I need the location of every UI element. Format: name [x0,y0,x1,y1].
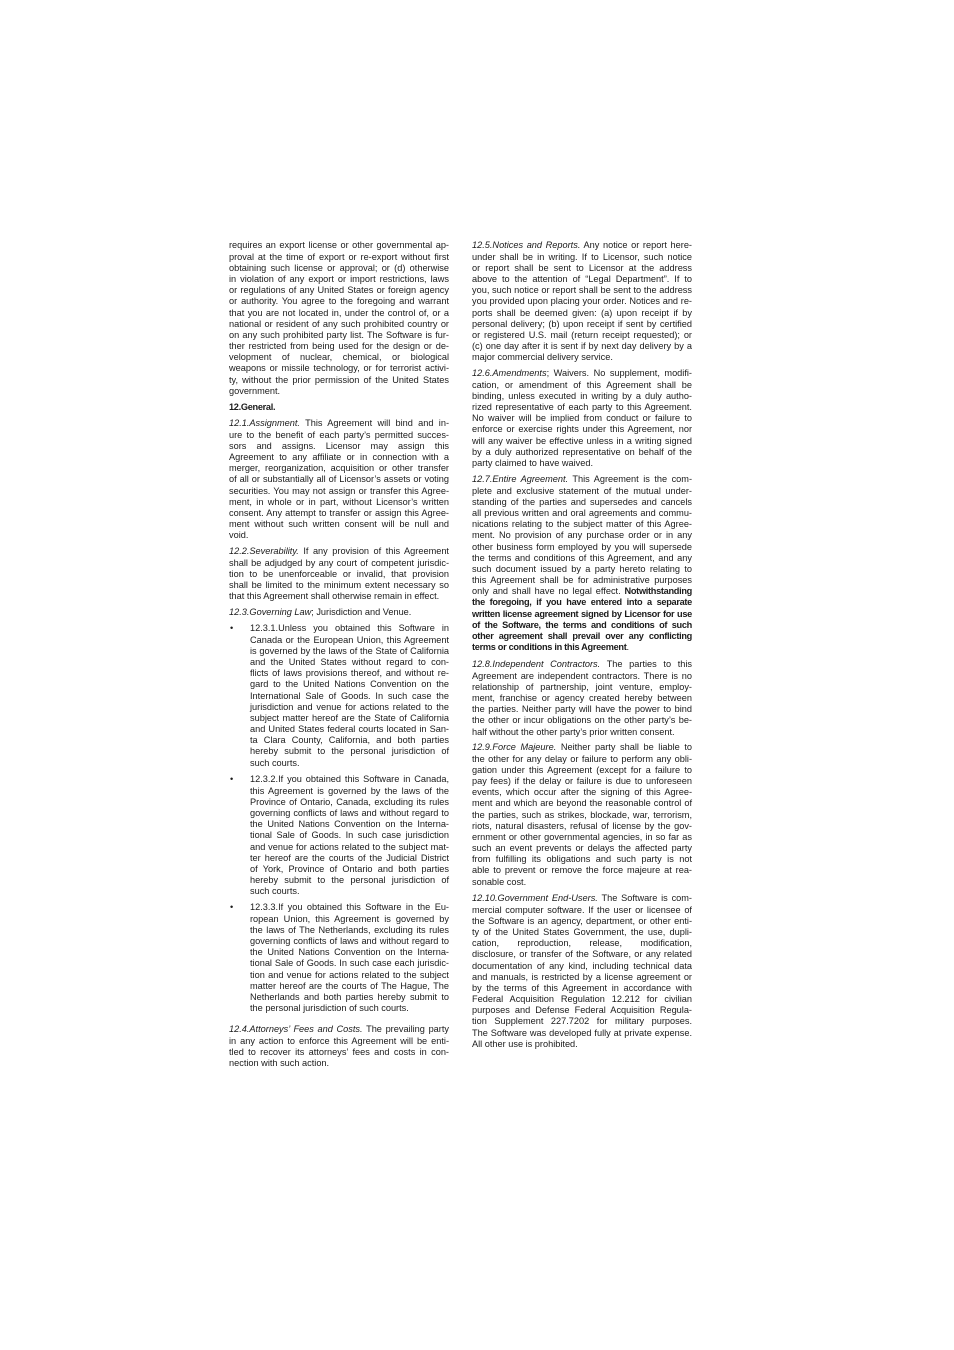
text-line [472,659,692,670]
clause-12-3-1-text [250,623,449,768]
text-line [229,607,449,618]
text-line: this Agreement shall be for administrative purposes [472,575,692,586]
text-line: in violation of any export or import restrictions, laws [229,273,449,284]
emphasis-text: terms or conditions in this Agreement [472,642,627,653]
emphasis-text: other agreement shall prevail over any conflicting [472,631,692,642]
text-line: other business form employed by you will supersede [472,541,692,552]
text-line: and manuals, is restricted by a license agreement or [472,971,692,982]
clause-title: 12.10.Government End-Users. [472,893,598,904]
text-line: from fulfilling its obligations and such party is not [472,854,692,865]
text-line: enforce or exercise rights under this Agreement, nor [472,424,692,435]
text-line [472,742,692,753]
text-line: 12.3.1.Unless you obtained this Software in [250,623,449,634]
text-line: rized representative of each party to this Agreement. [472,401,692,412]
text-line: all previous written and oral agreements and commu- [472,507,692,518]
text-line: ure to the benefit of each party’s permitted succes- [229,429,449,440]
text-line: by a duly authorized representative on behalf of the [472,446,692,457]
text-line: such courts. [250,757,300,768]
text-line: Agreement are independent contractors. There is no [472,670,692,681]
text-line: you provided upon placing your order. Notices and re- [472,296,692,307]
text-line: and United States federal courts located in San- [250,724,449,735]
text-line: securities. You may not assign or transfer this Agree- [229,485,449,496]
text-line: shall be limited to the minimum extent necessary so [229,579,449,590]
text-line: tled to recover its attorneys’ fees and costs in con- [229,1046,449,1057]
export-restrictions-paragraph [229,240,449,397]
text-line: the other or incur obligations on the other party’s be- [472,715,692,726]
text-line: the United Nations Convention on the Interna- [250,947,449,958]
text-segment: The Software is com- [597,893,692,904]
text-line: ta Clara County, California, and both parties [250,735,449,746]
text-line: obtaining such license or approval; or (d) otherwise [229,262,449,273]
text-line: ment and which are beyond the reasonable control of [472,798,692,809]
text-segment: If any provision of this Agreement [298,546,449,557]
text-segment: Neither party shall be liable to [556,742,692,753]
clause-12-3-3-text [250,902,449,1014]
text-line: of York, Province of Ontario and both parties [250,863,449,874]
emphasis-text: the foregoing, if you have entered into a separate [472,597,692,608]
text-line: hereby submit to the personal jurisdiction of [250,875,449,886]
clause-12-3-2-text [250,774,449,897]
text-segment: only and shall have no legal effect. [472,586,625,597]
clause-12-2-severability [229,546,449,602]
clause-title: 12.4.Attorneys’ Fees and Costs. [229,1024,363,1035]
text-line: ment without such written consent will be null and [229,519,449,530]
text-segment: This Agreement is the com- [568,474,693,485]
text-line: the Software is an agency, department, or other enti- [472,915,692,926]
text-line: ment, in whole or in part, without Licensor’s written [229,496,449,507]
text-segment: ; Waivers. No supplement, modifi- [546,368,692,379]
text-line: the United Nations Convention on the Interna- [250,819,449,830]
section-12-heading [229,402,449,413]
text-segment: Any notice or report here- [580,240,692,251]
clause-12-7-entire-agreement [472,474,692,653]
text-line: cation, or amendment of this Agreement shall be [472,379,692,390]
text-line: the parties, such as strikes, blockade, war, terrorism, [472,809,692,820]
text-line: ment, franchise or agency created hereby between [472,692,692,703]
clause-12-10-government-end-users [472,893,692,1050]
text-segment: The parties to this [600,659,692,670]
text-line: Province of Ontario, Canada, excluding its rules [250,796,449,807]
text-line: events, which occur after the signing of this Agree- [472,787,692,798]
clause-12-8-independent-contractors [472,659,692,737]
text-line [472,642,692,653]
text-line [472,368,692,379]
text-line: All other use is prohibited. [472,1038,578,1049]
text-line: jurisdiction and venue for actions related to the [250,701,449,712]
text-line: flicts of laws provisions thereof, and without re- [250,668,449,679]
text-line: shall be adjudged by any court of competent jurisdic- [229,557,449,568]
text-line: nection with such action. [229,1057,330,1068]
clause-title: 12.1.Assignment. [229,418,300,429]
text-line: major commercial delivery service. [472,352,613,363]
text-line: is governed by the laws of the State of California [250,645,449,656]
text-line: ty, without the prior permission of the United States [229,374,449,385]
text-line [472,620,692,631]
text-line: Agreement to any affiliate or in connection with a [229,451,449,462]
text-line: proval at the time of export or re-export without first [229,251,449,262]
clause-12-5-notices [472,240,692,363]
text-line: of all or substantially all of Licensor’s assets or voting [229,474,449,485]
text-line: No waiver will be implied from conduct or failure to [472,413,692,424]
text-line: able to prevent or remove the force majeure at rea- [472,865,692,876]
text-line: or authority. You agree to the foregoing and warrant [229,296,449,307]
text-line: you, such notice or report shall be sent to the address [472,285,692,296]
clause-12-3-governing-law [229,607,449,618]
text-line: government. [229,385,281,396]
text-segment: . [626,642,630,653]
text-segment: The prevailing party [362,1024,449,1035]
text-line: velopment of nuclear, chemical, or biological [229,352,449,363]
bullet-glyph: • [230,774,234,785]
clause-12-4-attorneys-fees [229,1024,449,1069]
clause-title: 12.7.Entire Agreement. [472,474,569,485]
text-line: sonable cost. [472,876,527,887]
text-line: and the United States without regard to con- [250,656,449,667]
text-line: documentation of any kind, including technical data [472,960,692,971]
text-line: International Sale of Goods. In such case the [250,690,449,701]
text-line: void. [229,530,249,541]
emphasis-text: of the Software, the terms and conditions of such [472,619,692,630]
text-line: plete and exclusive statement of the mutual under- [472,485,692,496]
text-line [229,418,449,429]
text-line: The Software was developed fully at private expense. [472,1027,692,1038]
text-line: the parties. Neither party will have the power to bind [472,704,692,715]
emphasis-text: Notwithstanding [624,586,692,597]
text-line: this Agreement is governed by the laws of the [250,785,449,796]
text-line: the personal jurisdiction of such courts. [250,1003,409,1014]
text-line [472,474,692,485]
text-segment: This Agreement will bind and in- [300,418,449,429]
text-line: 12.3.2.If you obtained this Software in Canada, [250,774,449,785]
emphasis-text: 12.General. [229,402,276,413]
text-line: on any such prohibited party list. The Software is fur- [229,329,449,340]
text-line: such document issued by a party hereto relating to [472,563,692,574]
text-line: tion and venue for actions related to the subject [250,969,449,980]
text-line: tion Supplement 227.7202 for military purposes. [472,1016,692,1027]
text-line: the terms and conditions of this Agreement, and any [472,552,692,563]
text-line: governing conflicts of laws and without regard to [250,807,449,818]
text-line: purposes and Defense Federal Acquisition Regula- [472,1005,692,1016]
text-line: in any action to enforce this Agreement will be enti- [229,1035,449,1046]
text-line: above to the attention of “Legal Department”. If to [472,273,692,284]
clause-title: 12.8.Independent Contractors. [472,659,601,670]
text-line [472,893,692,904]
clause-12-6-amendments [472,368,692,469]
text-line: the laws of The Netherlands, excluding its rules [250,924,449,935]
text-line: Netherlands and both parties hereby submit to [250,991,449,1002]
clause-title: 12.9.Force Majeure. [472,742,557,753]
text-line [472,609,692,620]
text-line: Canada or the European Union, this Agreement [250,634,449,645]
text-line: personal delivery; (b) upon receipt if sent by certified [472,318,692,329]
text-line: requires an export license or other governmental ap- [229,240,449,251]
text-line: by the terms of this Agreement in accordance with [472,982,692,993]
text-line: the other for any delay or failure to perform any obli- [472,753,692,764]
text-line: ment. No provision of any purchase order or in any [472,530,692,541]
emphasis-text: written license agreement signed by Licensor for use [472,608,692,619]
clause-title: 12.3.Governing Law [229,607,312,618]
text-line: ty of the United States Government, the use, dupli- [472,926,692,937]
text-line: 12.3.3.If you obtained this Software in the Eu- [250,902,449,913]
text-line: (c) one day after it is sent if by next day delivery by a [472,341,692,352]
text-line: ports shall be deemed given: (a) upon receipt if by [472,307,692,318]
text-line: will any waiver be effective unless in a writing signed [472,435,692,446]
text-line: Federal Acquisition Regulation 12.212 for civilian [472,994,692,1005]
text-line: ropean Union, this Agreement is governed by [250,913,449,924]
clause-title: 12.6.Amendments [472,368,547,379]
text-line [472,586,692,597]
text-line: and venue for actions related to the subject mat- [250,841,449,852]
clause-12-3-1-item [229,623,449,768]
text-segment: ; Jurisdiction and Venue. [311,607,412,618]
text-line: standing of the parties and supersedes and cancels [472,496,692,507]
clause-title: 12.5.Notices and Reports. [472,240,581,251]
text-line: ther restricted from being used for the design or de- [229,341,449,352]
text-line [229,1024,449,1035]
text-line: matter hereof are the courts of The Hague, The [250,980,449,991]
text-line: pay fees) if the delay or failure is due to unforeseen [472,775,692,786]
text-line: nications relating to the subject matter of this Agree- [472,519,692,530]
clause-12-3-3-item [229,902,449,1014]
text-line: that you are not located in, under the control of, or a [229,307,449,318]
text-line: half without the other party’s prior written consent. [472,726,675,737]
text-line: disclosure, or transfer of the Software, or any related [472,949,692,960]
text-line: such an event prevents or delays the affected party [472,843,692,854]
text-line: national or resident of any such prohibited country or [229,318,449,329]
clause-title: 12.2.Severability. [229,546,299,557]
text-line: governing conflicts of laws and without regard to [250,935,449,946]
text-line: party claimed to have waived. [472,457,594,468]
text-line: mercial computer software. If the user or licensee of [472,904,692,915]
text-line: consent. Any attempt to transfer or assign this Agree- [229,507,449,518]
text-line: relationship of partnership, joint venture, employ- [472,681,692,692]
text-line: binding, unless executed in writing by a duly autho- [472,390,692,401]
text-line: weapons or missile technology, or for terrorist activi- [229,363,449,374]
text-line: that this Agreement shall otherwise remain in effect. [229,591,440,602]
text-line: or report shall be sent to Licensor at the address [472,262,692,273]
text-line: sors and assigns. Licensor may assign this [229,440,449,451]
text-line: tion to be unenforceable or invalid, that provision [229,568,449,579]
text-line: ter hereof are the courts of the Judicial District [250,852,449,863]
clause-12-1-assignment [229,418,449,541]
bullet-glyph: • [230,902,234,913]
clause-12-3-2-item [229,774,449,897]
text-line: riots, natural disasters, refusal of license by the gov- [472,820,692,831]
text-line: gation under this Agreement (except for a failure to [472,764,692,775]
text-line: such courts. [250,886,300,897]
text-line [229,402,449,413]
text-line: gard to the United Nations Convention on the [250,679,449,690]
text-line: hereby submit to the personal jurisdiction of [250,746,449,757]
text-line [472,631,692,642]
bullet-glyph: • [230,623,234,634]
text-line: tional Sale of Goods. In such case jurisdiction [250,830,449,841]
text-line: or regulations of any United States or foreign agency [229,285,449,296]
clause-12-9-force-majeure [472,742,692,887]
text-line: or registered U.S. mail (return receipt requested); or [472,329,692,340]
text-line: tional Sale of Goods. In such case each jurisdic- [250,958,449,969]
text-line: merger, reorganization, acquisition or other transfer [229,463,449,474]
text-line: subject matter hereof are the State of California [250,712,449,723]
text-line [472,597,692,608]
text-line: ernment or other governmental agencies, in so far as [472,831,692,842]
text-line [472,240,692,251]
text-line: cation, reproduction, release, modification, [472,938,692,949]
text-line [229,546,449,557]
text-line: under shall be in writing. If to Licensor, such notice [472,251,692,262]
